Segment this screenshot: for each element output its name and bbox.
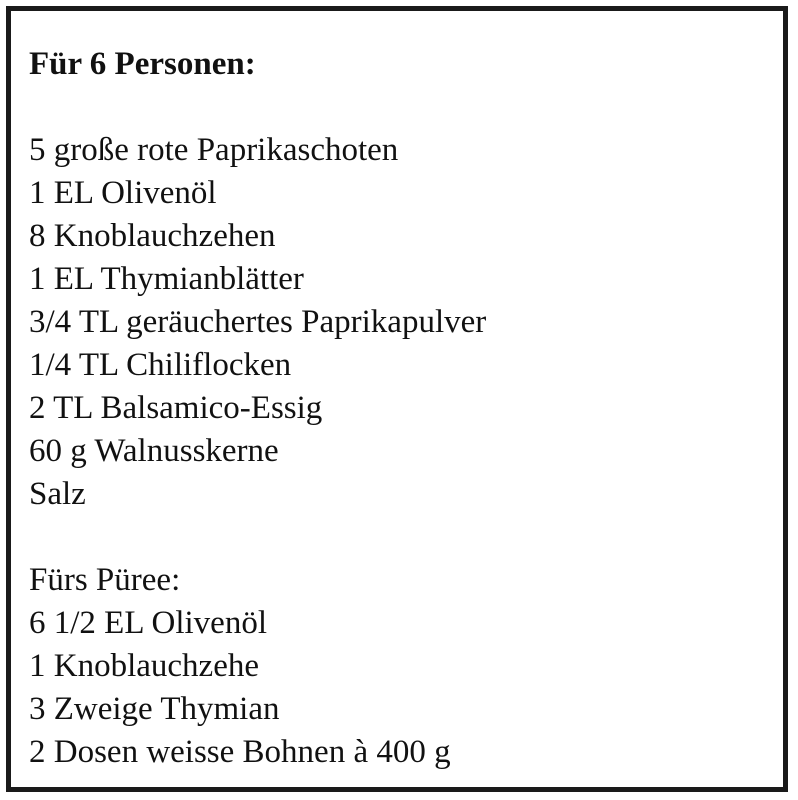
ingredient-card xyxy=(6,6,788,792)
list-item: 1 Knoblauchzehe xyxy=(29,648,259,684)
ingredient-list xyxy=(29,129,486,516)
list-item: Salz xyxy=(29,476,86,512)
ingredient-content xyxy=(29,43,486,774)
puree-ingredient-list xyxy=(29,602,486,774)
list-item: 3/4 TL geräuchertes Paprikapulver xyxy=(29,304,487,340)
servings-heading: Für 6 Personen: xyxy=(29,46,256,82)
list-item: 1/4 TL Chiliflocken xyxy=(29,347,292,383)
list-item: 6 1/2 EL Olivenöl xyxy=(29,605,267,641)
list-item: 5 große rote Paprikaschoten xyxy=(29,132,399,168)
spacer xyxy=(29,86,486,129)
list-item: 2 TL Balsamico-Essig xyxy=(29,390,323,426)
list-item: 1 EL Thymianblätter xyxy=(29,261,304,297)
puree-heading: Fürs Püree: xyxy=(29,562,181,598)
list-item: 60 g Walnusskerne xyxy=(29,433,279,469)
list-item: 1 EL Olivenöl xyxy=(29,175,217,211)
list-item: 2 Dosen weisse Bohnen à 400 g xyxy=(29,734,451,770)
list-item: 3 Zweige Thymian xyxy=(29,691,280,727)
list-item: 8 Knoblauchzehen xyxy=(29,218,276,254)
spacer xyxy=(29,516,486,559)
